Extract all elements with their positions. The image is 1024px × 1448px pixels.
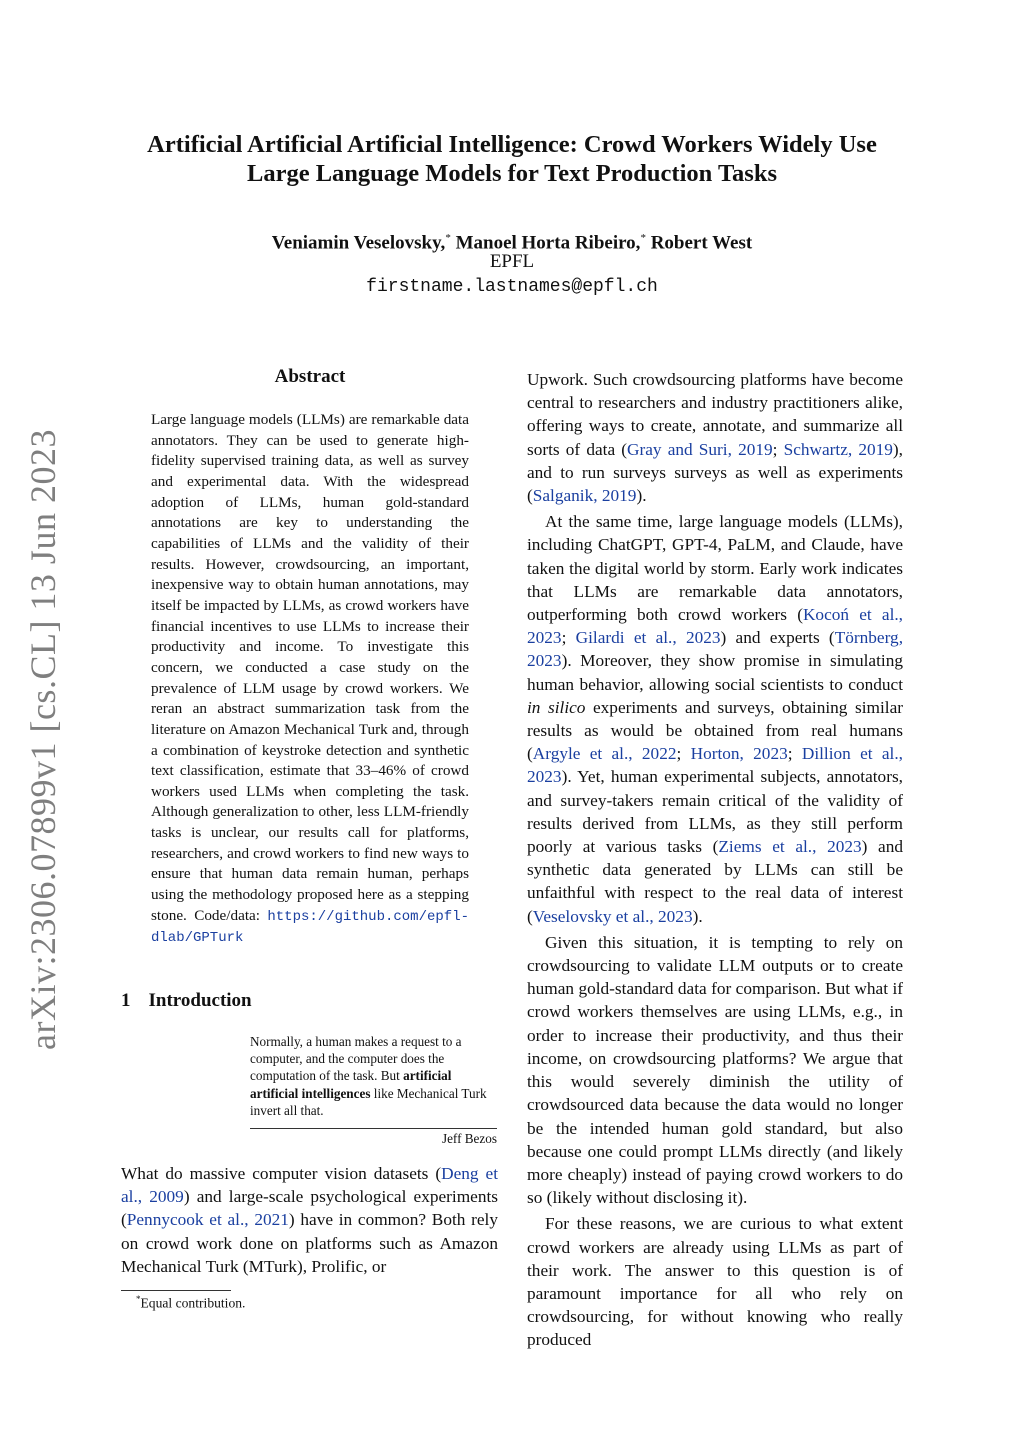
epigraph-emphasis: artificial artificial intelligences [250,1068,452,1101]
body-text: ) have in common? Both rely on crowd work done on platforms such as Amazon Mechanical Turk (MTurk), Prolific, or [121,1210,498,1276]
title-line-1: Artificial Artificial Artificial Intelligence: Crowd Workers Widely Use [147,131,877,158]
author-2: Manoel Horta Ribeiro, [455,232,641,254]
body-text: ). Yet, human experimental subjects, annotators, and survey-takers remain critical of the validity of results derived from LLMs, as they still perform poorly at various tasks ( [527,767,903,857]
citation-link[interactable]: Deng et al., 2009 [121,1164,498,1207]
author-1: Veniamin Veselovsky, [271,232,446,254]
paragraph-1 [527,368,903,507]
body-text: At the same time, large language models (LLMs), including ChatGPT, GPT-4, PaLM, and Claude, have taken the digital world by storm. Early work indicates that LLMs are remarkable data annotators, outperforming both crowd workers ( [527,512,903,625]
paragraph-4: For these reasons, we are curious to what extent crowd workers are already using LLMs as part of their work. The answer to this question is of paramount importance for all who rely on crowdsourcing, for without knowing who really produced [527,1214,903,1350]
paragraph-3: Given this situation, it is tempting to rely on crowdsourcing to validate LLM outputs or to create human gold-standard data for comparison. But what if crowd workers themselves are using LLMs, e.g., in order to increase their productivity, and thus their income, on crowdsourcing platforms? We argue that this would severely diminish the utility of crowdsourced data because the data would no longer be the intended human gold standard, but also because one could prompt LLMs directly (and likely more cheaply) instead of paying crowd workers to do so (likely without disclosing it). [527,932,903,1208]
body-text: Upwork. Such crowdsourcing platforms have become central to researchers and industry practitioners alike, offering ways to create, annotate, and summarize all sorts of data ( [527,370,903,459]
section-title: Introduction [148,990,252,1011]
footnote-divider [121,1290,231,1291]
footnote [136,1294,245,1312]
body-text: ; [676,744,691,764]
body-text: ) and large-scale psychological experiments ( [121,1187,498,1230]
paragraph-2 [527,510,903,928]
epigraph-divider [250,1128,497,1129]
citation-link[interactable]: Argyle et al., 2022 [532,744,677,764]
citation-link[interactable]: Schwartz, 2019 [783,439,893,459]
citation-link[interactable]: Veselovsky et al., 2023 [532,906,693,926]
body-text: experiments and surveys, obtaining similar results as would be obtained from real humans ( [527,697,903,764]
body-text: ; [787,744,802,764]
epigraph-quote [250,1033,497,1119]
epigraph-attribution: Jeff Bezos [441,1131,497,1146]
affiliation: EPFL [489,251,535,272]
intro-paragraph-1 [121,1162,498,1278]
emphasis-text: in silico [527,697,586,717]
body-text: ) and synthetic data generated by LLMs can still be unfaithful with respect to the real data of interest ( [527,837,903,926]
section-heading-introduction [121,990,252,1012]
author-email: firstname.lastnames@epfl.ch [366,277,658,297]
author-3: Robert West [650,232,753,254]
body-text: ). [692,906,703,926]
body-text: ) and experts ( [720,628,835,648]
body-text: ). Moreover, they show promise in simulating human behavior, allowing social scientists to conduct [527,651,903,694]
footnote-mark: * [136,1294,141,1304]
section-number: 1 [121,990,131,1011]
citation-link[interactable]: Gilardi et al., 2023 [575,628,721,648]
arxiv-identifier-stamp: arXiv:2306.07899v1 [cs.CL] 13 Jun 2023 [23,429,63,1050]
code-link[interactable]: https://github.com/epfl-dlab/GPTurk [151,908,469,947]
body-text: ; [561,628,576,648]
abstract-text: Large language models (LLMs) are remarkable data annotators. They can be used to generate high-fidelity supervised training data, as well as survey and experimental data. With the widespread adoption of LLMs, human gold-standard annotations are key to understanding the capabilities of LLMs and the validity of their results. However, crowdsourcing, an important, inexpensive way to obtain human annotations, may itself be impacted by LLMs, as crowd workers have financial incentives to use LLMs to increase their productivity and income. To investigate this concern, we conducted a case study on the prevalence of LLM usage by crowd workers. We reran an abstract summarization task from the literature on Amazon Mechanical Turk and, through a combination of keystroke detection and synthetic text classification, estimate that 33–46% of crowd workers used LLMs when completing the task. Although generalization to other, less LLM-friendly tasks is unclear, our results call for platforms, researchers, and crowd workers to find new ways to ensure that human data remain human, perhaps using the methodology proposed here as a stepping stone. Code/data: [151,411,469,924]
citation-link[interactable]: Horton, 2023 [690,744,788,764]
abstract-heading: Abstract [274,366,346,387]
footnote-text: Equal contribution. [140,1295,246,1311]
abstract-body [151,410,469,949]
equal-contribution-mark: * [445,232,451,244]
equal-contribution-mark: * [640,232,646,244]
epigraph-text-end: like Mechanical Turk invert all that. [250,1085,487,1118]
right-column [527,368,903,1355]
citation-link[interactable]: Pennycook et al., 2021 [126,1210,289,1230]
body-text: What do massive computer vision datasets ( [121,1164,442,1183]
paper-title [100,130,924,188]
body-text: ; [772,439,784,459]
body-text: ). [636,486,647,506]
title-line-2: Large Language Models for Text Production Tasks [246,160,777,187]
epigraph-text: Normally, a human makes a request to a computer, and the computer does the computation of the task. But [250,1034,462,1084]
body-text: ), and to run surveys surveys as well as experiments ( [527,439,903,506]
citation-link[interactable]: Dillion et al., 2023 [527,744,903,787]
citation-link[interactable]: Salganik, 2019 [532,486,637,506]
citation-link[interactable]: Törnberg, 2023 [527,628,904,671]
citation-link[interactable]: Gray and Suri, 2019 [627,439,773,459]
citation-link[interactable]: Ziems et al., 2023 [718,837,862,857]
citation-link[interactable]: Kocoń et al., 2023 [527,605,904,648]
